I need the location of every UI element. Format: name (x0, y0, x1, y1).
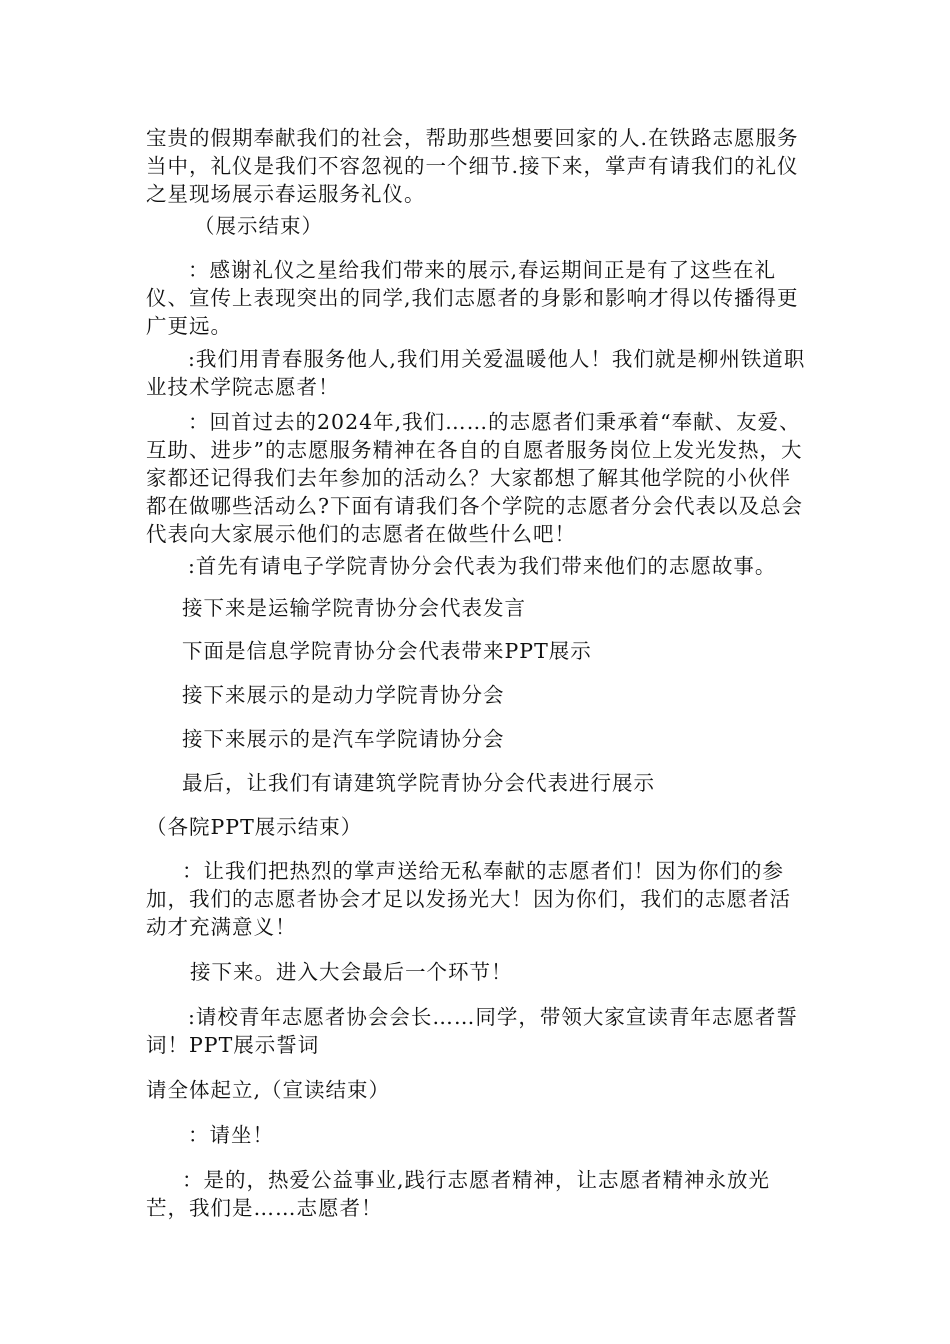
paragraph-look-back-2024: ：回首过去的2024年,我们……的志愿者们秉承着“奉献、友爱、互助、进步”的志愿服务精神在各自的自愿者服务岗位上发光发热，大家都还记得我们去年参加的活动么？大家都想了解其他学院的小伙伴都在做哪些活动么?下面有请我们各个学院的志愿者分会代表以及总会代表向大家展示他们的志愿者在做些什么吧！ (146, 410, 803, 546)
paragraph-please-stand: 请全体起立,（宣读结束） (146, 1078, 391, 1102)
paragraph-etiquette-intro: 宝贵的假期奉献我们的社会，帮助那些想要回家的人.在铁路志愿服务当中，礼仪是我们不容忽视的一个细节.接下来，掌声有请我们的礼仪之星现场展示春运服务礼仪。 (146, 126, 799, 206)
paragraph-youth-service: :我们用青春服务他人,我们用关爱温暖他人！我们就是柳州铁道职业技术学院志愿者！ (146, 347, 806, 399)
paragraph-automobile-college: 接下来展示的是汽车学院请协分会 (182, 727, 505, 751)
paragraph-transport-college: 接下来是运输学院青协分会代表发言 (182, 596, 526, 620)
paragraph-please-sit: ：请坐！ (188, 1123, 274, 1147)
paragraph-applause-volunteers: ：让我们把热烈的掌声送给无私奉献的志愿者们！因为你们的参加，我们的志愿者协会才足以发扬光大！因为你们，我们的志愿者活动才充满意义！ (146, 859, 791, 939)
paragraph-final-segment: 接下来。进入大会最后一个环节！ (190, 960, 513, 984)
paragraph-architecture-college: 最后，让我们有请建筑学院青协分会代表进行展示 (182, 771, 655, 795)
paragraph-oath-reading: :请校青年志愿者协会会长……同学，带领大家宣读青年志愿者誓词！PPT展示誓词 (146, 1005, 798, 1057)
paragraph-information-college: 下面是信息学院青协分会代表带来PPT展示 (182, 639, 592, 663)
paragraph-thanks-etiquette-star: ：感谢礼仪之星给我们带来的展示,春运期间正是有了这些在礼仪、宣传上表现突出的同学,我们志愿者的身影和影响才得以传播得更广更远。 (146, 258, 799, 338)
paragraph-electronics-college: :首先有请电子学院青协分会代表为我们带来他们的志愿故事。 (188, 554, 777, 578)
paragraph-ppt-display-end: （各院PPT展示结束） (146, 815, 363, 839)
paragraph-power-college: 接下来展示的是动力学院青协分会 (182, 683, 505, 707)
paragraph-display-end: （展示结束） (194, 214, 323, 238)
paragraph-closing-remarks: ：是的，热爱公益事业,践行志愿者精神，让志愿者精神永放光芒，我们是……志愿者！ (146, 1168, 771, 1220)
